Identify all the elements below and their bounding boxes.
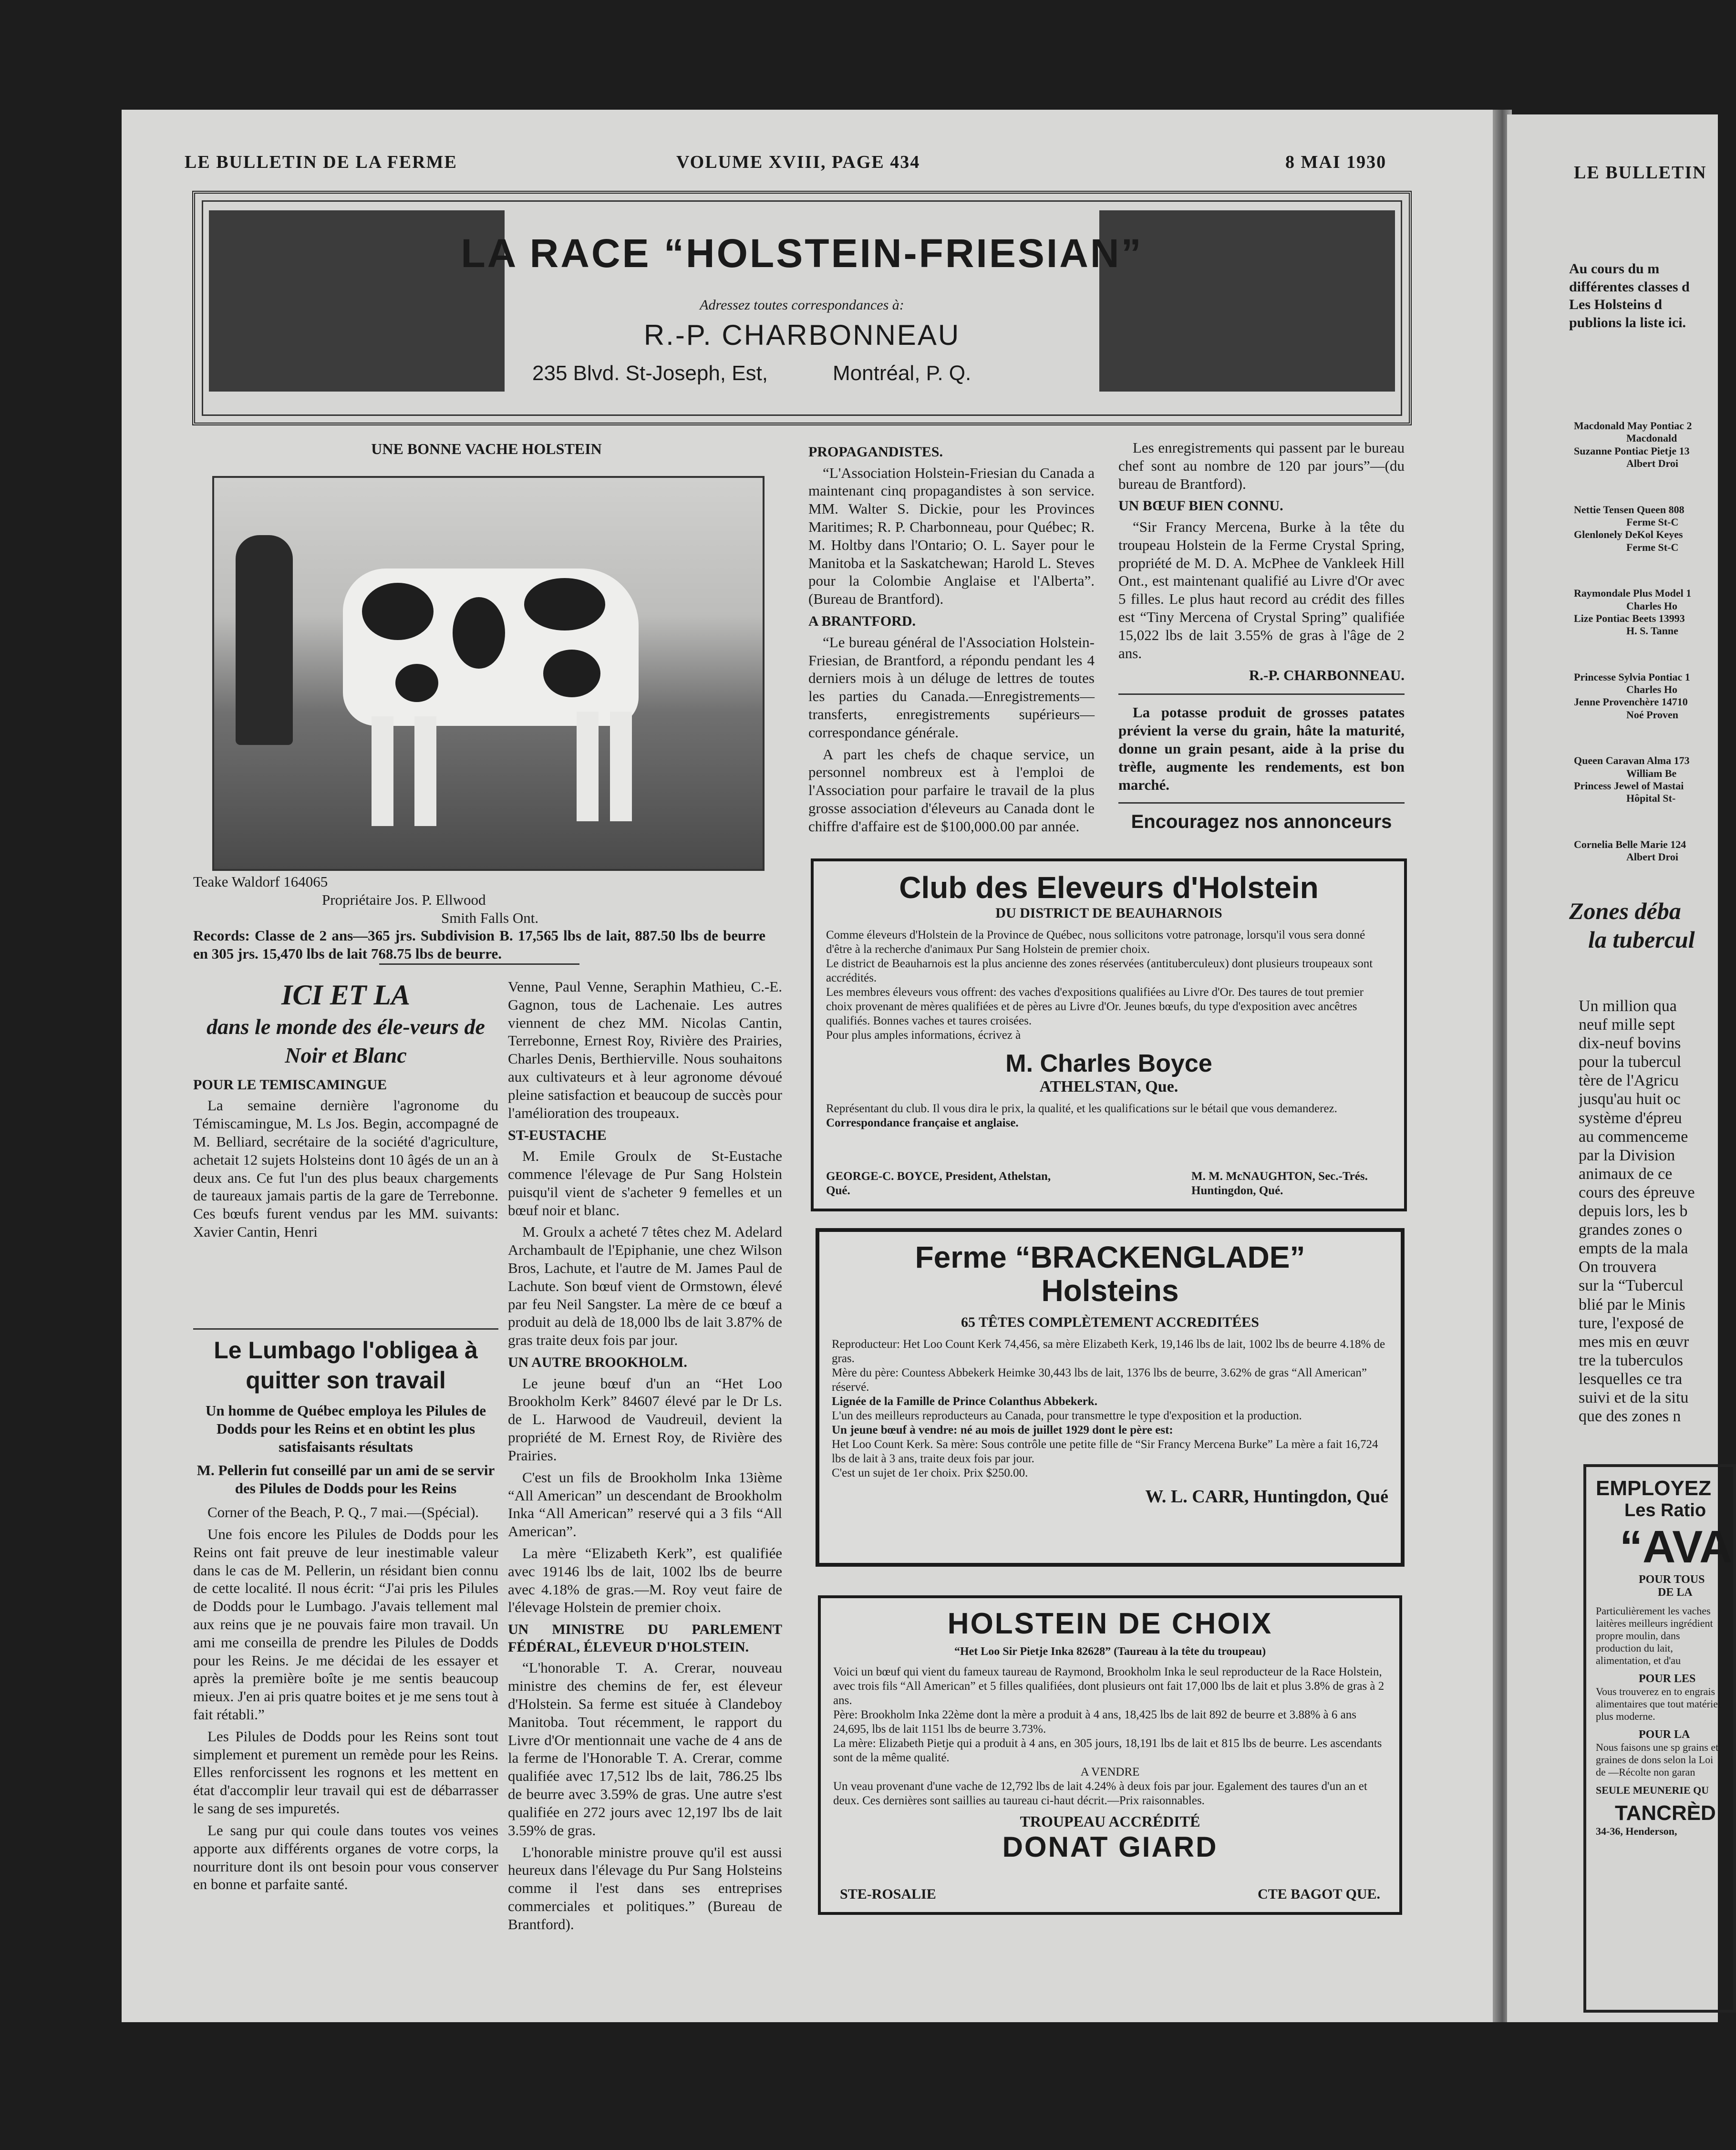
ad-club-p6: Correspondance française et anglaise. [826,1116,1019,1129]
paragraph: Le jeune bœuf d'un an “Het Loo Brookholm Kerk” 84607 élevé par le Dr Ls. de L. Harwood de Vaudreuil, devient la propriété de M. Ernest Roy, de Rivière des Prairies. [508,1375,782,1464]
section-st-eustache: ST-EUSTACHE [508,1127,607,1143]
intro-line: publions la liste ici. [1569,314,1686,331]
lumbago-sub2: M. Pellerin fut conseillé par un ami de se servir des Pilules de Dodds pour les Reins [196,1462,495,1497]
ad-choix-p1: Voici un bœuf qui vient du fameux taureau de Raymond, Brookholm Inka le seul reproducteur de la Race Holstein, avec trois fils “All American” et 5 filles qualifiées, dont plusieurs ont fait 17,000 lbs de lait et plus 3.8% de gras à 2 ans. [833,1665,1385,1707]
ad-choix-right: CTE BAGOT QUE. [1257,1886,1380,1902]
text-line: que des zones n [1579,1407,1681,1426]
lumbago-title: Le Lumbago l'obligea à quitter son travail [214,1337,478,1394]
paragraph: Venne, Paul Venne, Seraphin Mathieu, C.-E. Gagnon, tous de Lachenaie. Les autres viennent de chez MM. Nicolas Cantin, Terrebonne, Ernest Roy, Rivière des Prairies, Charles Denis, Berthierville. Nous souhaitons aux cultivateurs et à leur agronome dévoué pleine satisfaction et beaucoup de succès pour l'amélioration des troupeaux. [508,978,782,1121]
ici-et-la-subtitle: dans le monde des éle-veurs de Noir et Blanc [207,1014,485,1067]
ad-brackenglade-p4: L'un des meilleurs reproducteurs au Canada, pour transmettre le type d'exposition et la production. [832,1409,1302,1422]
ad-big: “AVA [1620,1521,1733,1572]
ad-sub: Les Ratio [1624,1500,1706,1520]
list-item: Macdonald [1626,432,1677,444]
ad-brackenglade-title2: Holsteins [1041,1273,1179,1308]
ad-choix-p4: Un veau provenant d'une vache de 12,792 lbs de lait 4.24% à deux fois par jour. Egalement des taures d'un an et deux. Ces dernières sont saillies au taureau ci-haut décrit.—Prix raisonnables. [833,1780,1367,1807]
ad-brackenglade [816,1228,1405,1567]
ad-brackenglade-title1: Ferme “BRACKENGLADE” [915,1240,1305,1274]
ad-choix-troupeau: TROUPEAU ACCRÉDITÉ [1020,1813,1200,1830]
ad-text: Vous trouverez en to engrais alimentaires que tout matériel plus moderne. [1596,1685,1721,1722]
ad-club-contact: M. Charles Boyce [1005,1050,1212,1077]
text-line: depuis lors, les b [1579,1202,1688,1220]
ad-brackenglade-p7: C'est un sujet de 1er choix. Prix $250.00. [832,1466,1028,1479]
cow-caption-records: Records: Classe de 2 ans—365 jrs. Subdivision B. 17,565 lbs de lait, 887.50 lbs de beurre en 305 jrs. 15,470 lbs de lait 768.75 lbs de beurre. [193,927,765,962]
ad-name: TANCRÈD [1615,1801,1716,1825]
encouragez-banner: Encouragez nos annonceurs [1118,802,1405,834]
paragraph: M. Groulx a acheté 7 têtes chez M. Adelard Archambault de l'Epiphanie, une chez Wilson Bros, Lachute, et l'autre de M. James Paul de Lachute. Son bœuf vient de Ormstown, élevé par feu Neil Sangster. La mère de ce bœuf a produit au delà de 18,000 lbs de lait 3.87% de gras traite deux fois par jour. [508,1223,782,1349]
ad-club-p3: Les membres éleveurs vous offrent: des vaches d'expositions qualifiées au Livre d'Or. Des taures de tout premier choix provenant de mères qualifiées et de pères au Livre d'Or. Jeunes bœufs, du type d'exposition avec ancêtres qualifiés. Bonnes vaches et taures croisées. [826,986,1364,1027]
cow-caption [193,873,765,963]
right-page-header: LE BULLETIN [1574,163,1707,183]
ad-choix-name: DONAT GIARD [1002,1831,1218,1863]
ad-choix-p3: La mère: Elizabeth Pietje qui a produit à 4 ans, en 305 jours, 18,191 lbs de lait et 815 lbs de beurre. Les ascendants sont de la même qualité. [833,1737,1382,1764]
intro-line: Au cours du m [1569,261,1660,277]
ad-choix-title: HOLSTEIN DE CHOIX [947,1607,1273,1640]
list-item: Glenlonely DeKol Keyes [1574,528,1683,541]
cow-photo [212,476,765,871]
paragraph: A part les chefs de chaque service, un personnel nombreux est à l'emploi de l'Association pour parfaire le travail de la plus grosse association d'éleveurs au Canada dont le chiffre d'affaire est de $100,000.00 par année. [808,745,1095,835]
section-temiscamingue: POUR LE TEMISCAMINGUE [193,1076,387,1093]
potasse-notice: La potasse produit de grosses patates prévient la verse du grain, hâte la maturité, donne un grain pesant, aide à la prise du trèfle, augmente les rendements, est bon marché. [1118,693,1405,794]
list-item: Albert Droi [1626,851,1678,863]
list-item: Ferme St-C [1626,516,1679,528]
right-page-ad [1583,1464,1736,2013]
cow-caption-owner: Propriétaire Jos. P. Ellwood [322,891,486,908]
list-item: Princess Jewel of Mastai [1574,780,1684,792]
cow-figure [343,569,639,726]
zones-title [1569,897,1722,954]
paragraph: “L'Association Holstein-Friesian du Canada a maintenant cinq propagandistes à son service. MM. Walter S. Dickie, pour les Provinces Maritimes; R. P. Charbonneau, pour Québec; R. M. Holtby dans l'Ontario; O. L. Sayer pour le Manitoba et la Saskatchewan; Harold L. Steves pour la Colombie Anglaise et l'Alberta”. (Bureau de Brantford). [808,464,1095,608]
header-volume: VOLUME XVIII, PAGE 434 [676,152,920,172]
ad-brackenglade-subtitle: 65 TÊTES COMPLÈTEMENT ACCREDITÉES [961,1314,1259,1330]
text-line: par la Division [1579,1146,1675,1164]
text-line: au commenceme [1579,1127,1688,1146]
text-line: sur la “Tubercul [1579,1277,1684,1295]
ad-brackenglade-p5: Un jeune bœuf à vendre: né au mois de juillet 1929 dont le père est: [832,1423,1173,1437]
section-brantford: A BRANTFORD. [808,613,916,630]
ad-text: Nous faisons une sp grains et graines de dons selon la Loi de —Récolte non garan [1596,1741,1719,1778]
ici-et-la-col1 [193,978,498,1245]
banner-address-label: Adressez toutes correspondances à: [700,297,904,313]
ad-club-p4: Pour plus amples informations, écrivez à [826,1029,1021,1042]
paragraph: “L'honorable T. A. Crerar, nouveau ministre des chemins de fer, est éleveur d'Holstein. Sa ferme est située à Clandeboy Manitoba. Tout récemment, le rapport du Livre d'Or mentionnait une vache de 4 ans de la ferme de l'Honorable T. A. Crerar, comme qualifiée avec 17,512 lbs de lait, 786.25 lbs de beurre avec 3.59% de gras. Une autre s'est qualifiée en 272 jours avec 12,197 lbs de lait 3.59% de gras. [508,1659,782,1839]
ad-club-title: Club des Eleveurs d'Holstein [899,870,1319,905]
text-line: mes mis en œuvr [1579,1333,1689,1351]
text-line: tre la tuberculos [1579,1351,1684,1369]
paragraph: Corner of the Beach, P. Q., 7 mai.—(Spécial). [207,1504,479,1521]
signature: R.-P. CHARBONNEAU. [1249,666,1405,683]
farmer-figure [236,535,293,745]
zones-title-line: Zones déba [1569,898,1681,924]
ad-head: EMPLOYEZ [1596,1477,1712,1500]
text-line: tère de l'Agricu [1579,1072,1679,1090]
paragraph: La semaine dernière l'agronome du Témiscamingue, M. Ls Jos. Begin, accompagné de M. Belliard, secrétaire de la société d'agriculture, achetait 12 sujets Holsteins dont 10 âgés de un an à deux ans. Ce fut l'un des plus beaux chargements de taureaux jamais partis de la gare de Terrebonne. Ces bœufs furent vendus par les MM. suivants: Xavier Cantin, Henri [193,1097,498,1240]
ad-brackenglade-p2: Mère du père: Countess Abbekerk Heimke 30,443 lbs de lait, 1376 lbs de beurre, 3.62% de gras “All American” réservé. [832,1366,1367,1394]
ad-dela: DE LA [1658,1586,1693,1599]
section-ministre: UN MINISTRE DU PARLEMENT FÉDÉRAL, ÉLEVEUR D'HOLSTEIN. [508,1622,782,1655]
ad-pour: POUR TOUS [1639,1573,1705,1586]
paragraph: Les Pilules de Dodds pour les Reins sont tout simplement et purement un remède pour les Reins. Elles renforcissent les rognons et les mettent en état d'accomplir leur travail qui est de débarrasser le sang de ses impuretés. [193,1727,498,1817]
ici-et-la-title: ICI ET LA [281,979,411,1011]
list-item: Charles Ho [1626,600,1677,612]
propagandistes-col2 [1118,439,1405,834]
banner-title: LA RACE “HOLSTEIN-FRIESIAN” [461,231,1143,276]
paragraph: M. Emile Groulx de St-Eustache commence l'élevage de Pur Sang Holstein puisqu'il vient de s'acheter 9 femelles et un bœuf noir et blanc. [508,1147,782,1219]
banner-name: R.-P. CHARBONNEAU [643,319,961,351]
divider [193,1328,498,1330]
text-line: Un million qua [1579,997,1677,1015]
newspaper-page [122,110,1498,2022]
section-brookholm: UN AUTRE BROOKHOLM. [508,1354,687,1371]
ici-et-la-col2 [508,978,782,1937]
list-item: Macdonald May Pontiac 2 [1574,420,1692,432]
ad-club-eleveurs [811,858,1407,1211]
text-line: pour la tubercul [1579,1053,1682,1071]
lumbago-sub1: Un homme de Québec employa les Pilules de Dodds pour les Reins et en obtint les plus satisfaisants résultats [205,1402,486,1455]
cow-caption-place: Smith Falls Ont. [441,909,539,926]
list-item: Hôpital St- [1626,792,1676,805]
paragraph: C'est un fils de Brookholm Inka 13ième “All American” un descendant de Brookholm Inka “All American” reservé qui a 3 fils “All American”. [508,1468,782,1540]
text-line: lesquelles ce tra [1579,1370,1683,1388]
ad-club-secretary: M. M. McNAUGHTON, Sec.-Trés. Huntingdon, Qué. [1191,1170,1368,1197]
list-item: Jenne Provenchère 14710 [1574,696,1688,708]
header-paper-name: LE BULLETIN DE LA FERME [185,152,457,172]
ad-choix-avendre: A VENDRE [1080,1766,1140,1778]
list-item: Suzanne Pontiac Pietje 13 [1574,444,1690,457]
intro-line: différentes classes d [1569,279,1690,295]
intro-line: Les Holsteins d [1569,297,1663,312]
qualified-cows-list [1574,420,1722,864]
text-line: neuf mille sept [1579,1016,1675,1034]
text-line: ture, l'exposé de [1579,1314,1684,1332]
paragraph: La mère “Elizabeth Kerk”, est qualifiée avec 19146 lbs de lait, 1002 lbs de beurre avec 4.18% de gras.—M. Roy veut faire de l'élevage Holstein de premier choix. [508,1544,782,1616]
right-page-intro [1569,260,1722,331]
ad-seule: SEULE MEUNERIE QU [1596,1784,1709,1796]
list-item: William Be [1626,767,1677,779]
text-line: empts de la mala [1579,1240,1688,1258]
list-item: Noé Proven [1626,708,1678,721]
zones-title-line: la tubercul [1588,926,1695,953]
header-date: 8 MAI 1930 [1285,152,1387,172]
ad-club-p5: Représentant du club. Il vous dira le prix, la qualité, et les qualifications sur le bétail que vous demanderez. [826,1102,1337,1115]
text-line: cours des épreuve [1579,1183,1695,1201]
list-item: Princesse Sylvia Pontiac 1 [1574,671,1690,683]
text-line: animaux de ce [1579,1165,1673,1183]
section-boeuf: UN BŒUF BIEN CONNU. [1118,498,1283,514]
paragraph: Les enregistrements qui passent par le bureau chef sont au nombre de 120 par jours”—(du bureau de Brantford). [1118,439,1405,492]
list-item: Cornelia Belle Marie 124 [1574,838,1686,850]
divider [379,963,579,965]
ad-pour-la: POUR LA [1639,1728,1690,1741]
ad-brackenglade-p3: Lignée de la Famille de Prince Colanthus Abbekerk. [832,1395,1097,1408]
list-item: Lize Pontiac Beets 13993 [1574,612,1685,624]
banner-city: Montréal, P. Q. [833,362,971,385]
ad-brackenglade-sign: W. L. CARR, Huntingdon, Qué [1145,1486,1388,1507]
text-line: blié par le Minis [1579,1295,1685,1313]
ad-choix-p2: Père: Brookholm Inka 22ème dont la mère a produit à 4 ans, 18,425 lbs de lait 892 de beurre et 3.88% à 6 ans 24,695, lbs de lait 1151 lbs de beurre 3.73%. [833,1708,1356,1736]
list-item: Raymondale Plus Model 1 [1574,587,1692,600]
breed-banner [192,191,1412,425]
list-item: Albert Droi [1626,457,1678,470]
cow-article-heading: UNE BONNE VACHE HOLSTEIN [371,440,602,457]
text-line: dix-neuf bovins [1579,1034,1681,1053]
text-line: jusqu'au huit oc [1579,1090,1681,1108]
banner-street: 235 Blvd. St-Joseph, Est, [532,362,768,385]
zones-text [1579,997,1722,1426]
list-item: Nettie Tensen Queen 808 [1574,503,1684,516]
paragraph: L'honorable ministre prouve qu'il est aussi heureux dans l'élevage du Pur Sang Holsteins comme il l'est dans ses entreprises commerciales et politiques.” (Bureau de Brantford). [508,1843,782,1933]
ad-club-p2: Le district de Beauharnois est la plus ancienne des zones réservées (antituberculeux) dont plusieurs troupeaux sont accrédités. [826,957,1373,984]
text-line: suivi et de la situ [1579,1388,1689,1406]
ad-brackenglade-p6: Het Loo Count Kerk. Sa mère: Sous contrôle une petite fille de “Sir Francy Mercena Burke” La mère a fait 16,724 lbs de lait à 3 ans, traite deux fois par jour. [832,1437,1378,1465]
cow-caption-name: Teake Waldorf 164065 [193,873,328,890]
list-item: Ferme St-C [1626,541,1679,553]
ad-holstein-choix [818,1595,1402,1915]
paragraph: “Sir Francy Mercena, Burke à la tête du troupeau Holstein de la Ferme Crystal Spring, propriété de M. D. A. McPhee de Vankleek Hill Ont., est maintenant qualifié au Livre d'Or avec 5 filles. Le plus haut record au crédit des filles est “Tiny Mercena of Crystal Spring” qualifiée 15,022 lbs de lait 3.55% de gras à l'âge de 2 ans. [1118,518,1405,662]
list-item: H. S. Tanne [1626,625,1678,637]
ad-address: 34-36, Henderson, [1596,1825,1677,1837]
text-line: grandes zones o [1579,1221,1683,1239]
propagandistes-col1 [808,439,1095,839]
adjacent-page [1507,114,1733,2022]
text-line: On trouvera [1579,1258,1657,1276]
ad-text: Particulièrement les vaches laitères meilleurs ingrédient propre moulin, dans production du lait, alimentation, et d'au [1596,1605,1713,1666]
paragraph: Une fois encore les Pilules de Dodds pour les Reins ont fait preuve de leur inestimable valeur dans le cas de M. Pellerin, un résidant bien connu de cette localité. Il nous écrit: “J'ai pris les Pilules de Dodds pour le Lumbago. J'avais tellement mal aux reins que je ne pouvais faire mon travail. Un ami me conseilla de prendre les Pilules de Dodds pour les Reins. Je me décidai de les essayer et après la première boîte je me sentis beaucoup mieux. J'en ai pris quatre boites et je me sens tout à fait rétabli.” [193,1525,498,1723]
section-propagandistes: PROPAGANDISTES. [808,444,943,460]
ad-pour-les: POUR LES [1639,1673,1696,1685]
list-item: Charles Ho [1626,683,1677,696]
ad-club-p1: Comme éleveurs d'Holstein de la Province de Québec, nous sollicitons votre patronage, lorsqu'il vous sera donné d'être à la recherche d'animaux Pur Sang Holstein de premier choix. [826,929,1365,956]
list-item: Queen Caravan Alma 173 [1574,755,1690,767]
ad-club-president: GEORGE-C. BOYCE, President, Athelstan, Qué. [826,1170,1051,1197]
ad-club-place: ATHELSTAN, Que. [1039,1078,1178,1096]
text-line: système d'épreu [1579,1109,1682,1127]
paragraph: Le sang pur qui coule dans toutes vos veines apporte aux différents organes de votre corps, la nourriture dont ils ont besoin pour vous conserver en bonne et parfaite santé. [193,1821,498,1893]
ad-brackenglade-p1: Reproducteur: Het Loo Count Kerk 74,456, sa mère Elizabeth Kerk, 19,146 lbs de lait, 1002 lbs de beurre 4.18% de gras. [832,1337,1385,1365]
ad-choix-subtitle: “Het Loo Sir Pietje Inka 82628” (Taureau à la tête du troupeau) [954,1645,1266,1658]
paragraph: “Le bureau général de l'Association Holstein-Friesian, de Brantford, a répondu pendant les 4 derniers mois à un déluge de lettres de toutes les parties du Canada.—Enregistrements—transferts, enregistrements supérieurs—correspondance générale. [808,633,1095,741]
lumbago-article [193,1335,498,1897]
ad-choix-left: STE-ROSALIE [840,1886,936,1902]
ad-club-subtitle: DU DISTRICT DE BEAUHARNOIS [995,905,1222,921]
